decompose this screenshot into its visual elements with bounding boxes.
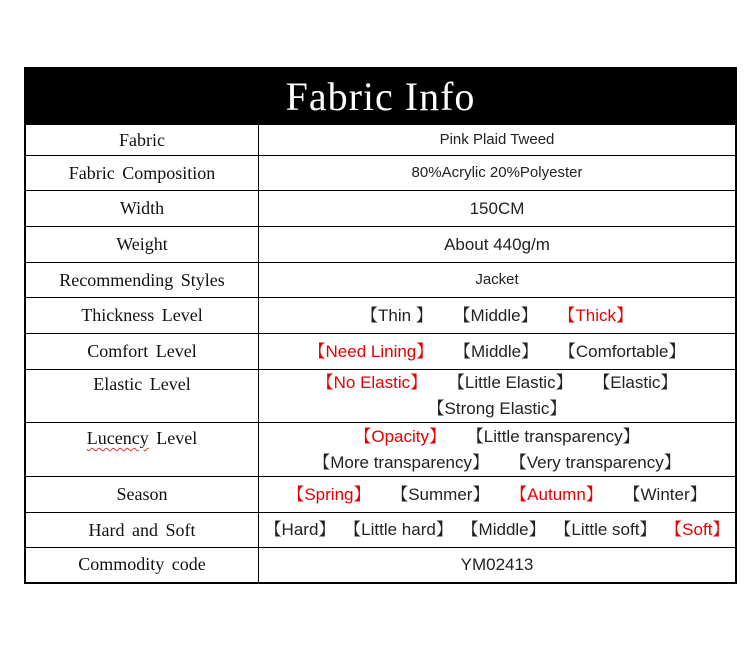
option-middle: 【Middle】: [461, 520, 546, 539]
row-fabric: [26, 125, 735, 156]
option-strong-elastic: 【Strong Elastic】: [427, 399, 567, 418]
elastic-label: Elastic Level: [26, 370, 259, 423]
code-value: YM02413: [259, 548, 736, 582]
lucency-line-1: [259, 424, 735, 450]
width-label: Width: [26, 191, 259, 227]
row-code: [26, 548, 735, 582]
weight-value: About 440g/m: [259, 227, 736, 263]
elastic-line-1: [259, 370, 735, 396]
option-winter: 【Winter】: [623, 484, 707, 504]
option-no-elastic-selected: 【No Elastic】: [316, 373, 428, 392]
row-weight: [26, 227, 735, 263]
comfort-label: Comfort Level: [26, 334, 259, 370]
season-options: [259, 477, 736, 513]
hardness-label: Hard and Soft: [26, 513, 259, 548]
composition-value: 80%Acrylic 20%Polyester: [259, 156, 736, 191]
lucency-label-level: Level: [156, 428, 198, 448]
option-very-transparency: 【Very transparency】: [509, 452, 681, 472]
option-middle: 【Middle】: [454, 341, 539, 361]
row-season: [26, 477, 735, 513]
option-soft-selected: 【Soft】: [665, 520, 730, 539]
option-thin: 【Thin 】: [361, 305, 433, 325]
weight-label: Weight: [26, 227, 259, 263]
option-little-transparency: 【Little transparency】: [466, 426, 640, 446]
elastic-options: [259, 370, 736, 423]
option-little-soft: 【Little soft】: [554, 520, 657, 539]
row-comfort: [26, 334, 735, 370]
option-thick-selected: 【Thick】: [558, 305, 633, 325]
lucency-label: [26, 423, 259, 477]
option-spring-selected: 【Spring】: [287, 484, 371, 504]
option-opacity-selected: 【Opacity】: [354, 426, 446, 446]
option-little-elastic: 【Little Elastic】: [447, 373, 573, 392]
comfort-options: [259, 334, 736, 370]
composition-label: Fabric Composition: [26, 156, 259, 191]
row-width: [26, 191, 735, 227]
fabric-label: Fabric: [26, 125, 259, 156]
season-label: Season: [26, 477, 259, 513]
styles-value: Jacket: [259, 263, 736, 298]
option-summer: 【Summer】: [391, 484, 490, 504]
row-composition: [26, 156, 735, 191]
option-comfortable: 【Comfortable】: [558, 341, 686, 361]
thickness-label: Thickness Level: [26, 298, 259, 334]
option-middle: 【Middle】: [453, 305, 538, 325]
option-need-lining-selected: 【Need Lining】: [308, 341, 434, 361]
option-autumn-selected: 【Autumn】: [510, 484, 603, 504]
styles-label: Recommending Styles: [26, 263, 259, 298]
row-thickness: [26, 298, 735, 334]
lucency-line-2: [259, 450, 735, 476]
row-elastic: [26, 370, 735, 423]
width-value: 150CM: [259, 191, 736, 227]
fabric-table: [26, 124, 735, 582]
option-more-transparency: 【More transparency】: [313, 452, 489, 472]
hardness-options: [259, 513, 736, 548]
option-hard: 【Hard】: [264, 520, 336, 539]
code-label: Commodity code: [26, 548, 259, 582]
elastic-line-2: [259, 396, 735, 422]
thickness-options: [259, 298, 736, 334]
table-title: Fabric Info: [26, 69, 735, 124]
lucency-options: [259, 423, 736, 477]
option-little-hard: 【Little hard】: [344, 520, 453, 539]
row-lucency: [26, 423, 735, 477]
lucency-label-word: Lucency: [86, 428, 149, 448]
fabric-info-table: [24, 67, 737, 584]
row-hardness: [26, 513, 735, 548]
fabric-value: Pink Plaid Tweed: [259, 125, 736, 156]
row-styles: [26, 263, 735, 298]
option-elastic: 【Elastic】: [593, 373, 678, 392]
